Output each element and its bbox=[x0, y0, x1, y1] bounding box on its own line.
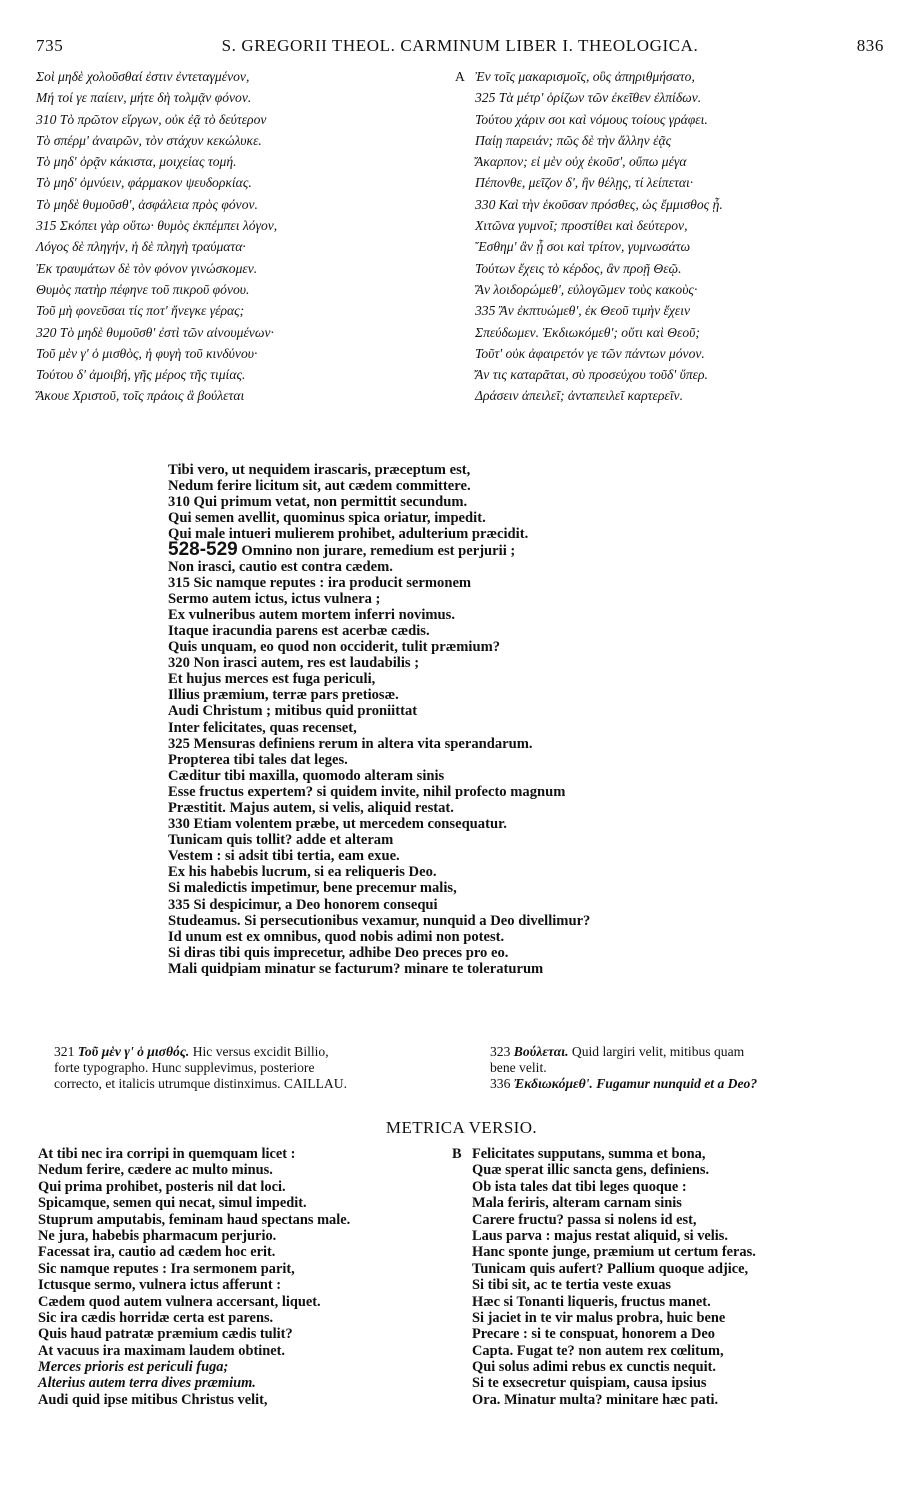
latin-verse-line bbox=[168, 539, 888, 561]
greek-verse-line bbox=[455, 215, 895, 236]
footnotes-left bbox=[54, 1044, 454, 1092]
metrica-verse-line: At tibi nec ira corripi in quemquam licet : bbox=[38, 1146, 296, 1162]
footnote-text: Quid largiri velit, mitibus quam bbox=[571, 1044, 745, 1059]
latin-verse-text: Qui semen avellit, quominus spica oriatur, impedit. bbox=[168, 510, 486, 527]
latin-verse-line bbox=[168, 961, 888, 977]
greek-verse-text: Ἂν λοιδορώμεθ', εὐλογῶμεν τοὺς κακοὺς· bbox=[475, 281, 698, 297]
footnote-line bbox=[54, 1076, 454, 1092]
footnote-line bbox=[490, 1060, 890, 1076]
footnote-line bbox=[490, 1044, 890, 1060]
column-marker: A bbox=[455, 69, 465, 84]
footnote-line bbox=[54, 1044, 454, 1060]
greek-verse-line bbox=[455, 87, 895, 108]
greek-verse-line bbox=[455, 322, 895, 343]
latin-verse-line bbox=[168, 736, 888, 752]
latin-verse-line bbox=[168, 478, 888, 494]
greek-verse-text: Ἄν τις καταρᾶται, σὺ προσεύχου τοῦδ' ὕπερ. bbox=[475, 367, 708, 383]
metrica-versio-left-column bbox=[38, 1146, 458, 1408]
footnote-lemma: Βούλεται. bbox=[513, 1044, 569, 1059]
latin-verse-line bbox=[168, 510, 888, 526]
footnote-text: Hic versus excidit Billio, bbox=[192, 1044, 329, 1059]
latin-verse-text: Esse fructus expertem? si quidem invite, nihil profecto magnum bbox=[168, 783, 566, 800]
latin-verse-line bbox=[168, 880, 888, 896]
metrica-verse-line: Spicamque, semen qui necat, simul impedit. bbox=[38, 1195, 307, 1212]
latin-translation bbox=[168, 462, 888, 977]
latin-verse-line bbox=[168, 462, 888, 478]
metrica-verse-line: Ne jura, habebis pharmacum perjurio. bbox=[38, 1227, 277, 1244]
greek-verse-line bbox=[455, 151, 895, 172]
greek-verse-line: Τούτου δ' ἀμοιβή, γῆς μέρος τῆς τιμίας. bbox=[36, 367, 246, 383]
latin-verse-line bbox=[168, 832, 888, 848]
metrica-verse-text: Si te exsecretur quispiam, causa ipsius bbox=[472, 1375, 707, 1392]
latin-verse-text: Si maledictis impetimur, bene precemur malis, bbox=[168, 880, 457, 897]
metrica-verse-line bbox=[452, 1195, 892, 1211]
latin-verse-line bbox=[168, 575, 888, 591]
greek-verse-text: Τούτου χάριν σοι καὶ νόμους τοίους γράφει. bbox=[475, 111, 708, 127]
latin-verse-text: Mali quidpiam minatur se facturum? minare te toleraturum bbox=[168, 960, 544, 977]
metrica-verse-line bbox=[452, 1212, 892, 1228]
metrica-verse-text: Capta. Fugat te? non autem rex cœlitum, bbox=[472, 1342, 724, 1359]
greek-verse-line: Τὸ μηδ' ὀμνύειν, φάρμακον ψευδορκίας. bbox=[36, 175, 252, 191]
metrica-verse-text: Mala feriris, alteram carnam sinis bbox=[472, 1195, 682, 1212]
metrica-verse-text: Precare : si te conspuat, honorem a Deo bbox=[472, 1326, 716, 1343]
latin-verse-text: Studeamus. Si persecutionibus vexamur, nunquid a Deo divellimur? bbox=[168, 912, 591, 929]
latin-verse-line bbox=[168, 494, 888, 510]
metrica-verse-line: Audi quid ipse mitibus Christus velit, bbox=[38, 1391, 268, 1408]
latin-verse-text: 325 Mensuras definiens rerum in altera vita sperandarum. bbox=[168, 735, 533, 752]
metrica-verse-line: Facessat ira, cautio ad cædem hoc erit. bbox=[38, 1244, 276, 1261]
metrica-verse-line bbox=[452, 1392, 892, 1408]
greek-text-right-column bbox=[455, 66, 895, 407]
footnote-line bbox=[490, 1076, 890, 1092]
metrica-verse-line: Ictusque sermo, vulnera ictus afferunt : bbox=[38, 1277, 282, 1294]
latin-verse-text: Tibi vero, ut nequidem irascaris, præceptum est, bbox=[168, 462, 471, 478]
metrica-verse-line: Alterius autem terra dives præmium. bbox=[38, 1375, 256, 1392]
footnote-number: 323 bbox=[490, 1044, 511, 1059]
metrica-verse-text: Carere fructu? passa si nolens id est, bbox=[472, 1211, 697, 1228]
latin-verse-line bbox=[168, 607, 888, 623]
latin-verse-text: Tunicam quis tollit? adde et alteram bbox=[168, 832, 394, 849]
greek-verse-line bbox=[455, 258, 895, 279]
metrica-verse-line bbox=[452, 1277, 892, 1293]
greek-verse-text: Τοῦτ' οὐκ ἀφαιρετόν γε τῶν πάντων μόνον. bbox=[475, 345, 705, 361]
latin-verse-text: Sermo autem ictus, ictus vulnera ; bbox=[168, 590, 381, 607]
greek-verse-line: Τοῦ μὲν γ' ὁ μισθὸς, ἡ φυγὴ τοῦ κινδύνου· bbox=[36, 345, 258, 361]
greek-verse-text: Πέπονθε, μεῖζον δ', ἢν θέλῃς, τί λείπεται· bbox=[475, 175, 694, 191]
greek-verse-text: Τούτων ἔχεις τὸ κέρδος, ἂν προῇ Θεῷ. bbox=[475, 260, 682, 276]
greek-verse-line bbox=[455, 172, 895, 193]
latin-verse-line bbox=[168, 864, 888, 880]
greek-verse-line bbox=[455, 279, 895, 300]
greek-verse-text: Ἐν τοῖς μακαρισμοῖς, οὓς ἀπηριθμήσατο, bbox=[475, 69, 695, 84]
metrica-verse-text: Tunicam quis aufert? Pallium quoque adjice, bbox=[472, 1260, 749, 1277]
metrica-verse-line: Nedum ferire, cædere ac multo minus. bbox=[38, 1162, 273, 1179]
latin-verse-text: 330 Etiam volentem præbe, ut mercedem consequatur. bbox=[168, 816, 507, 833]
latin-verse-line bbox=[168, 703, 888, 719]
latin-verse-line bbox=[168, 784, 888, 800]
latin-verse-text: 315 Sic namque reputes : ira producit sermonem bbox=[168, 574, 472, 591]
greek-verse-line: Σοὶ μηδὲ χολοῦσθαί ἐστιν ἐντεταγμένον, bbox=[36, 69, 250, 84]
greek-verse-line bbox=[455, 364, 895, 385]
greek-verse-text: Χιτῶνα γυμνοῖ; προστίθει καὶ δεύτερον, bbox=[475, 218, 688, 234]
greek-verse-text: Ἄκαρπον; εἰ μὲν οὐχ ἑκοῦσ', οὔπω μέγα bbox=[475, 154, 687, 170]
latin-verse-line bbox=[168, 768, 888, 784]
latin-verse-text: Præstitit. Majus autem, si velis, aliquid restat. bbox=[168, 799, 454, 816]
greek-verse-line: Μή τοί γε παίειν, μήτε δὴ τολμᾷν φόνον. bbox=[36, 90, 252, 106]
latin-verse-line bbox=[168, 720, 888, 736]
footnote-line bbox=[54, 1060, 454, 1076]
greek-verse-text: Ἔσθημ' ἂν ᾖ σοι καὶ τρίτον, γυμνωσάτω bbox=[475, 239, 691, 255]
footnote-number: 336 bbox=[490, 1076, 511, 1091]
latin-verse-text: Quis unquam, eo quod non occiderit, tulit præmium? bbox=[168, 639, 501, 656]
latin-verse-line bbox=[168, 848, 888, 864]
latin-verse-line bbox=[168, 945, 888, 961]
metrica-verse-text: Quæ sperat illic sancta gens, definiens. bbox=[472, 1162, 710, 1179]
metrica-verse-line bbox=[452, 1359, 892, 1375]
latin-verse-text: Vestem : si adsit tibi tertia, eam exue. bbox=[168, 848, 400, 865]
metrica-verse-line: Sic ira cædis horridæ certa est parens. bbox=[38, 1309, 274, 1326]
metrica-verse-line: Stuprum amputabis, feminam haud spectans male. bbox=[38, 1211, 351, 1228]
latin-verse-text: Nedum ferire licitum sit, aut cædem committere. bbox=[168, 478, 471, 495]
metrica-verse-line bbox=[452, 1228, 892, 1244]
latin-verse-line bbox=[168, 526, 888, 542]
latin-verse-text: 335 Si despicimur, a Deo honorem consequi bbox=[168, 896, 438, 913]
column-reference-number: 528-529 bbox=[168, 539, 238, 561]
greek-verse-line bbox=[455, 343, 895, 364]
metrica-verse-text: Si tibi sit, ac te tertia veste exuas bbox=[472, 1277, 672, 1294]
greek-verse-line: Λόγος δὲ πληγήν, ἡ δὲ πληγὴ τραύματα· bbox=[36, 239, 246, 255]
metrica-verse-line bbox=[452, 1326, 892, 1342]
greek-verse-text: 325 Τὰ μέτρ' ὁρίζων τῶν ἐκεῖθεν ἐλπίδων. bbox=[475, 90, 702, 106]
metrica-verse-line: Qui prima prohibet, posteris nil dat loci. bbox=[38, 1178, 286, 1195]
latin-verse-text: Cæditur tibi maxilla, quomodo alteram sinis bbox=[168, 767, 445, 784]
metrica-verse-line bbox=[452, 1294, 892, 1310]
footnote-text: bene velit. bbox=[490, 1060, 547, 1075]
latin-verse-text: Ex vulneribus autem mortem inferri novimus. bbox=[168, 606, 455, 623]
latin-verse-line bbox=[168, 816, 888, 832]
metrica-verse-line bbox=[452, 1375, 892, 1391]
latin-verse-text: Qui male intueri mulierem prohibet, adulterium præcidit. bbox=[168, 526, 529, 543]
metrica-verse-line bbox=[452, 1162, 892, 1178]
metrica-verse-line bbox=[452, 1179, 892, 1195]
greek-verse-line: Τοῦ μὴ φονεῦσαι τίς ποτ' ἤνεγκε γέρας; bbox=[36, 303, 245, 319]
greek-verse-text: Δράσειν ἀπειλεῖ; ἀνταπειλεῖ καρτερεῖν. bbox=[475, 388, 683, 404]
latin-verse-text: Audi Christum ; mitibus quid proniittat bbox=[168, 703, 418, 720]
latin-verse-line bbox=[168, 897, 888, 913]
latin-verse-line bbox=[168, 929, 888, 945]
column-number-right: 836 bbox=[856, 36, 884, 55]
greek-verse-line: Ἐκ τραυμάτων δὲ τὸν φόνον γινώσκομεν. bbox=[36, 260, 258, 276]
latin-verse-line bbox=[168, 752, 888, 768]
column-marker: B bbox=[452, 1146, 462, 1162]
greek-verse-line bbox=[455, 385, 895, 406]
greek-verse-line: Τὸ μηδ' ὁρᾷν κάκιστα, μοιχείας τομή. bbox=[36, 154, 237, 170]
latin-verse-line bbox=[168, 591, 888, 607]
greek-verse-line: 320 Τὸ μηδὲ θυμοῦσθ' ἐστὶ τῶν αἰνουμένων· bbox=[36, 324, 274, 340]
greek-verse-text: Παίῃ παρειάν; πῶς δὲ τὴν ἄλλην ἐᾷς bbox=[475, 132, 672, 148]
metrica-verse-line bbox=[452, 1261, 892, 1277]
footnote-lemma: Ἐκδιωκόμεθ'. Fugamur nunquid et a Deo? bbox=[513, 1076, 758, 1091]
latin-verse-text: Id unum est ex omnibus, quod nobis adimi non potest. bbox=[168, 928, 505, 945]
latin-verse-line bbox=[168, 913, 888, 929]
metrica-verse-line: Merces prioris est periculi fuga; bbox=[38, 1359, 229, 1376]
footnote-number: 321 bbox=[54, 1044, 75, 1059]
metrica-verse-text: Laus parva : majus restat aliquid, si velis. bbox=[472, 1227, 728, 1244]
latin-verse-text: 310 Qui primum vetat, non permittit secundum. bbox=[168, 494, 468, 511]
latin-verse-text: Ex his habebis lucrum, si ea reliqueris Deo. bbox=[168, 864, 437, 881]
latin-verse-text: Omnino non jurare, remedium est perjurii ; bbox=[241, 543, 516, 560]
metrica-verse-line bbox=[452, 1343, 892, 1359]
latin-verse-text: Et hujus merces est fuga periculi, bbox=[168, 671, 376, 688]
latin-verse-line bbox=[168, 559, 888, 575]
latin-verse-text: 320 Non irasci autem, res est laudabilis ; bbox=[168, 655, 420, 672]
greek-verse-line: Ἄκουε Χριστοῦ, τοῖς πράοις ἃ βούλεται bbox=[36, 388, 245, 404]
column-number-left: 735 bbox=[36, 36, 64, 55]
greek-verse-line: Θυμὸς πατὴρ πέφηνε τοῦ πικροῦ φόνου. bbox=[36, 281, 250, 297]
metrica-verse-line bbox=[452, 1244, 892, 1260]
greek-verse-line bbox=[455, 130, 895, 151]
running-title: S. GREGORII THEOL. CARMINUM LIBER I. THEOLOGICA. bbox=[221, 36, 699, 55]
footnote-text: forte typographo. Hunc supplevimus, posteriore bbox=[54, 1060, 315, 1075]
metrica-verse-text: Ora. Minatur multa? minitare hæc pati. bbox=[472, 1391, 719, 1408]
metrica-verse-text: Ob ista tales dat tibi leges quoque : bbox=[472, 1178, 687, 1195]
greek-verse-line bbox=[455, 236, 895, 257]
greek-verse-text: Σπεύδωμεν. Ἐκδιωκόμεθ'; οὔτι καὶ Θεοῦ; bbox=[475, 324, 700, 340]
latin-verse-line bbox=[168, 800, 888, 816]
latin-verse-text: Propterea tibi tales dat leges. bbox=[168, 751, 348, 768]
greek-verse-line: 315 Σκόπει γὰρ οὕτω· θυμὸς ἐκπέμπει λόγον, bbox=[36, 218, 278, 234]
latin-verse-text: Itaque iracundia parens est acerbæ cædis. bbox=[168, 622, 430, 639]
greek-verse-line bbox=[455, 66, 895, 87]
latin-verse-line bbox=[168, 655, 888, 671]
running-header bbox=[36, 36, 884, 60]
greek-verse-line bbox=[455, 300, 895, 321]
greek-verse-text: 335 Ἂν ἐκπτυώμεθ', ἐκ Θεοῦ τιμὴν ἔχειν bbox=[475, 303, 691, 319]
greek-verse-text: 330 Καὶ τὴν ἑκοῦσαν πρόσθες, ὡς ἔμμισθος ᾖ. bbox=[475, 196, 723, 212]
greek-verse-line: Τὸ σπέρμ' ἀναιρῶν, τὸν στάχυν κεκώλυκε. bbox=[36, 132, 262, 148]
latin-verse-text: Illius præmium, terræ pars pretiosæ. bbox=[168, 687, 399, 704]
latin-verse-line bbox=[168, 623, 888, 639]
greek-verse-line: Τὸ μηδὲ θυμοῦσθ', ἀσφάλεια πρὸς φόνον. bbox=[36, 196, 258, 212]
metrica-verse-line bbox=[452, 1310, 892, 1326]
metrica-verse-text: Hæc si Tonanti liqueris, fructus manet. bbox=[472, 1293, 711, 1310]
metrica-versio-right-column bbox=[452, 1146, 892, 1408]
latin-verse-text: Si diras tibi quis imprecetur, adhibe Deo preces pro eo. bbox=[168, 944, 509, 961]
metrica-verse-line: Quis haud patratæ præmium cædis tulit? bbox=[38, 1326, 293, 1343]
metrica-verse-line: Cædem quod autem vulnera accersant, liquet. bbox=[38, 1293, 321, 1310]
latin-verse-line bbox=[168, 639, 888, 655]
greek-text-left-column bbox=[36, 66, 451, 407]
metrica-verse-line: Sic namque reputes : Ira sermonem parit, bbox=[38, 1260, 295, 1277]
greek-verse-line bbox=[455, 109, 895, 130]
footnotes-right bbox=[490, 1044, 890, 1092]
metrica-verse-text: Felicitates supputans, summa et bona, bbox=[472, 1146, 706, 1162]
metrica-verse-line bbox=[452, 1146, 892, 1162]
footnote-text: correcto, et italicis utrumque distinximus. CAILLAU. bbox=[54, 1076, 347, 1091]
metrica-verse-text: Si jaciet in te vir malus probra, huic bene bbox=[472, 1309, 726, 1326]
metrica-verse-text: Qui solus adimi rebus ex cunctis nequit. bbox=[472, 1359, 717, 1376]
latin-verse-text: Inter felicitates, quas recenset, bbox=[168, 719, 357, 736]
latin-verse-line bbox=[168, 671, 888, 687]
greek-verse-line: 310 Τὸ πρῶτον εἴργων, οὐκ ἐᾷ τὸ δεύτερον bbox=[36, 111, 267, 127]
greek-verse-line bbox=[455, 194, 895, 215]
latin-verse-line bbox=[168, 687, 888, 703]
metrica-versio-heading: METRICA VERSIO. bbox=[385, 1118, 538, 1137]
metrica-verse-line: At vacuus ira maximam laudem obtinet. bbox=[38, 1342, 286, 1359]
latin-verse-text: Non irasci, cautio est contra cædem. bbox=[168, 558, 393, 575]
metrica-verse-text: Hanc sponte junge, præmium ut certum feras. bbox=[472, 1244, 756, 1261]
footnote-lemma: Τοῦ μὲν γ' ὁ μισθός. bbox=[77, 1044, 190, 1059]
